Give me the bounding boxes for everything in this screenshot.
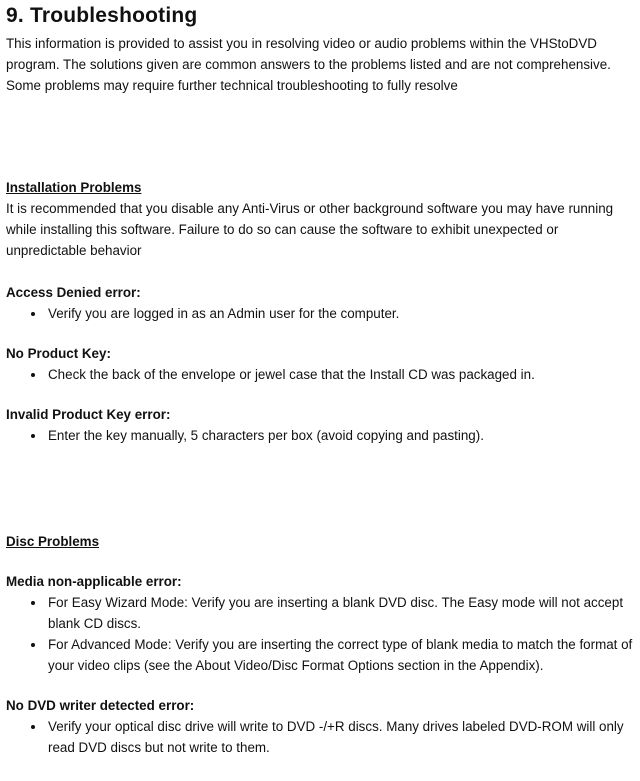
bullet-list xyxy=(6,303,636,324)
bullet-list xyxy=(6,364,636,385)
installation-paragraph: It is recommended that you disable any Anti-Virus or other background software you may have running while installing this software. Failure to do so can cause the software to exhibit unexpected or unpredictable behavior xyxy=(6,201,614,258)
list-item: • For Advanced Mode: Verify you are inserting the correct type of blank media to match the format of your video clips (see the About Video/Disc Format Options section in the Appendix). xyxy=(46,634,636,676)
installation-section xyxy=(6,177,636,446)
issue-invalid-product-key xyxy=(6,404,636,446)
bullet-list xyxy=(6,425,636,446)
intro-paragraph: This information is provided to assist you in resolving video or audio problems within the VHStoDVD program. The solutions given are common answers to the problems listed and are not comprehensive. Some problems may require further technical troubleshooting to fully resolve xyxy=(6,36,611,93)
list-item: • Check the back of the envelope or jewel case that the Install CD was packaged in. xyxy=(46,364,636,385)
bullet-list xyxy=(6,716,636,758)
issue-access-denied xyxy=(6,282,636,324)
issue-title: No DVD writer detected error: xyxy=(6,698,195,713)
issue-no-product-key xyxy=(6,343,636,385)
disc-heading: Disc Problems xyxy=(6,534,100,549)
list-item: • Verify you are logged in as an Admin user for the computer. xyxy=(46,303,636,324)
bullet-list xyxy=(6,592,636,676)
issue-title: Media non-applicable error: xyxy=(6,574,182,589)
disc-section xyxy=(6,531,636,758)
page-title: 9. Troubleshooting xyxy=(6,4,198,27)
issue-title: No Product Key: xyxy=(6,346,111,361)
issue-title: Access Denied error: xyxy=(6,285,141,300)
issue-media-non-applicable xyxy=(6,571,636,676)
document-page xyxy=(6,0,636,755)
issue-title: Invalid Product Key error: xyxy=(6,407,171,422)
list-item: • Verify your optical disc drive will write to DVD -/+R discs. Many drives labeled DVD-ROM will only read DVD discs but not write to them. xyxy=(46,716,636,758)
list-item: • Enter the key manually, 5 characters per box (avoid copying and pasting). xyxy=(46,425,636,446)
installation-heading: Installation Problems xyxy=(6,180,142,195)
issue-no-dvd-writer xyxy=(6,695,636,758)
list-item: • For Easy Wizard Mode: Verify you are inserting a blank DVD disc. The Easy mode will not accept blank CD discs. xyxy=(46,592,636,634)
